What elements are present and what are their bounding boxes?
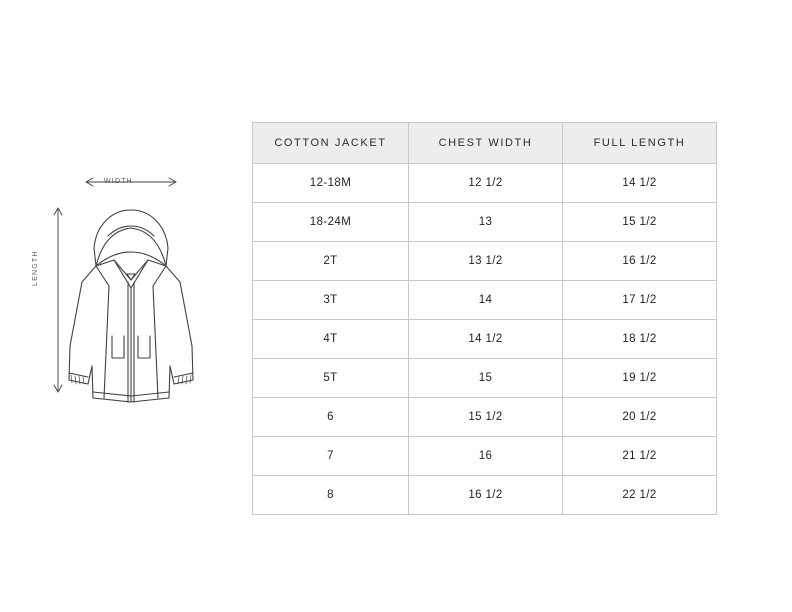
table-row <box>253 203 717 242</box>
cell-chest: 13 <box>409 203 563 242</box>
cell-size: 4T <box>253 320 409 359</box>
cell-size: 8 <box>253 476 409 515</box>
table-row <box>253 359 717 398</box>
length-dimension-label: LENGTH <box>32 250 39 286</box>
cell-length: 20 1/2 <box>563 398 717 437</box>
table-header-row <box>253 123 717 164</box>
cell-chest: 14 1/2 <box>409 320 563 359</box>
cell-size: 6 <box>253 398 409 437</box>
cell-length: 15 1/2 <box>563 203 717 242</box>
length-arrow-icon <box>54 208 62 392</box>
cell-chest: 16 1/2 <box>409 476 563 515</box>
cell-length: 22 1/2 <box>563 476 717 515</box>
cell-chest: 13 1/2 <box>409 242 563 281</box>
cell-size: 7 <box>253 437 409 476</box>
cell-length: 17 1/2 <box>563 281 717 320</box>
cell-chest: 14 <box>409 281 563 320</box>
cell-length: 19 1/2 <box>563 359 717 398</box>
cell-size: 2T <box>253 242 409 281</box>
column-header-length: FULL LENGTH <box>563 123 717 164</box>
cell-chest: 15 <box>409 359 563 398</box>
table-row <box>253 398 717 437</box>
table-row <box>253 476 717 515</box>
cell-chest: 12 1/2 <box>409 164 563 203</box>
cell-length: 14 1/2 <box>563 164 717 203</box>
table-row <box>253 164 717 203</box>
cell-length: 21 1/2 <box>563 437 717 476</box>
column-header-size: COTTON JACKET <box>253 123 409 164</box>
column-header-chest: CHEST WIDTH <box>409 123 563 164</box>
jacket-diagram <box>36 170 226 420</box>
size-chart-table <box>252 122 717 515</box>
width-arrow-icon <box>86 178 176 186</box>
cell-size: 12-18M <box>253 164 409 203</box>
cell-size: 18-24M <box>253 203 409 242</box>
width-dimension-label: WIDTH <box>104 178 133 185</box>
cell-size: 3T <box>253 281 409 320</box>
cell-length: 16 1/2 <box>563 242 717 281</box>
table-row <box>253 437 717 476</box>
cell-chest: 15 1/2 <box>409 398 563 437</box>
cell-chest: 16 <box>409 437 563 476</box>
table-row <box>253 281 717 320</box>
table-row <box>253 242 717 281</box>
cell-size: 5T <box>253 359 409 398</box>
cell-length: 18 1/2 <box>563 320 717 359</box>
table-row <box>253 320 717 359</box>
